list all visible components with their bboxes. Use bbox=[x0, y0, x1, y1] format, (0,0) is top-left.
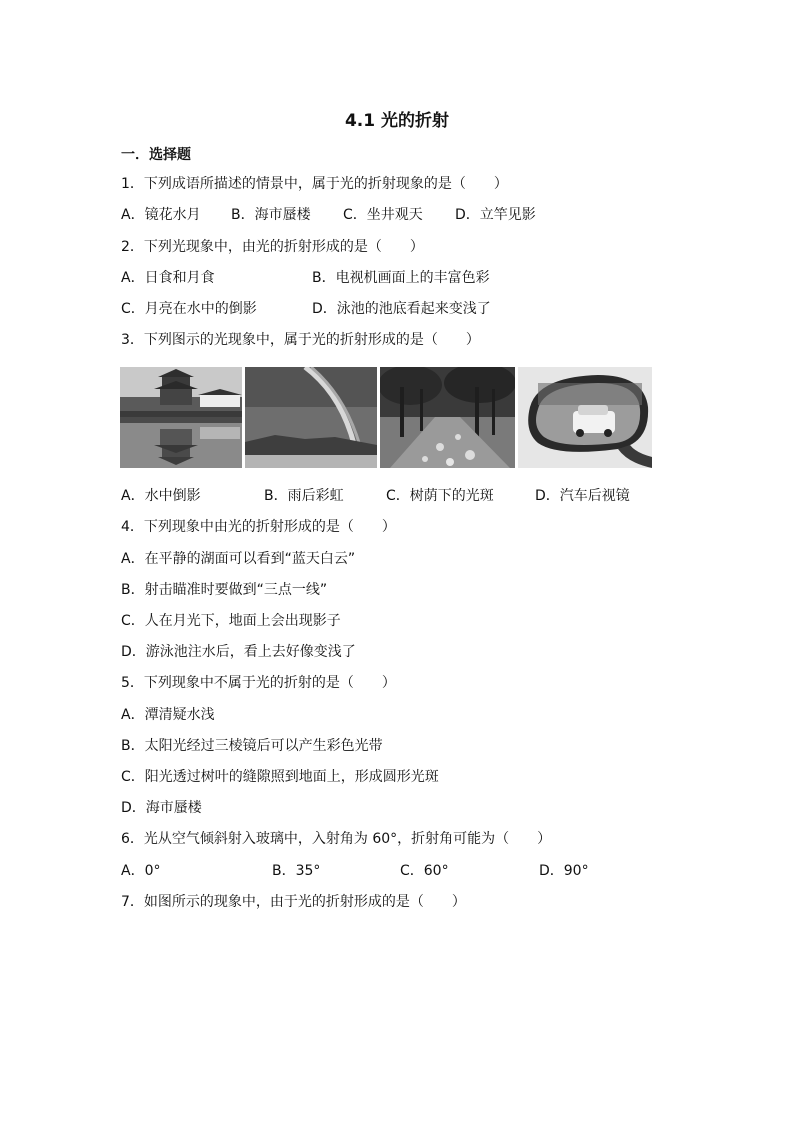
question-5: 5．下列现象中不属于光的折射的是（ ） bbox=[121, 675, 396, 691]
question-1: 1．下列成语所描述的情景中，属于光的折射现象的是（ ） bbox=[121, 176, 508, 192]
page-title: 4.1 光的折射 bbox=[344, 111, 450, 131]
question-7: 7．如图所示的现象中，由于光的折射形成的是（ ） bbox=[121, 894, 466, 910]
q3-option-a: A．水中倒影 bbox=[121, 488, 201, 504]
q2-option-a: A．日食和月食 bbox=[121, 270, 215, 286]
q6-option-c: C．60° bbox=[400, 863, 449, 879]
q5-option-a: A．潭清疑水浅 bbox=[121, 707, 215, 723]
photo-tree-shade bbox=[380, 367, 515, 468]
question-4: 4．下列现象中由光的折射形成的是（ ） bbox=[121, 519, 396, 535]
q1-option-d: D．立竿见影 bbox=[455, 207, 536, 223]
q2-option-b: B．电视机画面上的丰富色彩 bbox=[312, 270, 490, 286]
q4-option-a: A．在平静的湖面可以看到“蓝天白云” bbox=[121, 551, 356, 567]
q4-option-c: C．人在月光下，地面上会出现影子 bbox=[121, 613, 341, 629]
q1-option-b: B．海市蜃楼 bbox=[231, 207, 311, 223]
q6-option-d: D．90° bbox=[539, 863, 589, 879]
q5-option-d: D．海市蜃楼 bbox=[121, 800, 202, 816]
q5-option-b: B．太阳光经过三棱镜后可以产生彩色光带 bbox=[121, 738, 383, 754]
q3-option-d: D．汽车后视镜 bbox=[535, 488, 630, 504]
photo-rainbow bbox=[245, 367, 377, 468]
q1-option-c: C．坐井观天 bbox=[343, 207, 423, 223]
q3-option-b: B．雨后彩虹 bbox=[264, 488, 344, 504]
q1-option-a: A．镜花水月 bbox=[121, 207, 201, 223]
q4-option-d: D．游泳池注水后，看上去好像变浅了 bbox=[121, 644, 356, 660]
q2-option-d: D．泳池的池底看起来变浅了 bbox=[312, 301, 491, 317]
q5-option-c: C．阳光透过树叶的缝隙照到地面上，形成圆形光斑 bbox=[121, 769, 439, 785]
question-6: 6．光从空气倾斜射入玻璃中，入射角为 60°，折射角可能为（ ） bbox=[121, 831, 552, 847]
q6-option-b: B．35° bbox=[272, 863, 321, 879]
photo-car-mirror bbox=[518, 367, 652, 468]
photo-water-reflection bbox=[120, 367, 242, 468]
q3-option-c: C．树荫下的光斑 bbox=[386, 488, 494, 504]
q2-option-c: C．月亮在水中的倒影 bbox=[121, 301, 257, 317]
q6-option-a: A．0° bbox=[121, 863, 161, 879]
question-3: 3．下列图示的光现象中，属于光的折射形成的是（ ） bbox=[121, 332, 480, 348]
question-2: 2．下列光现象中，由光的折射形成的是（ ） bbox=[121, 239, 424, 255]
q4-option-b: B．射击瞄准时要做到“三点一线” bbox=[121, 582, 328, 598]
section-heading: 一．选择题 bbox=[121, 147, 191, 163]
